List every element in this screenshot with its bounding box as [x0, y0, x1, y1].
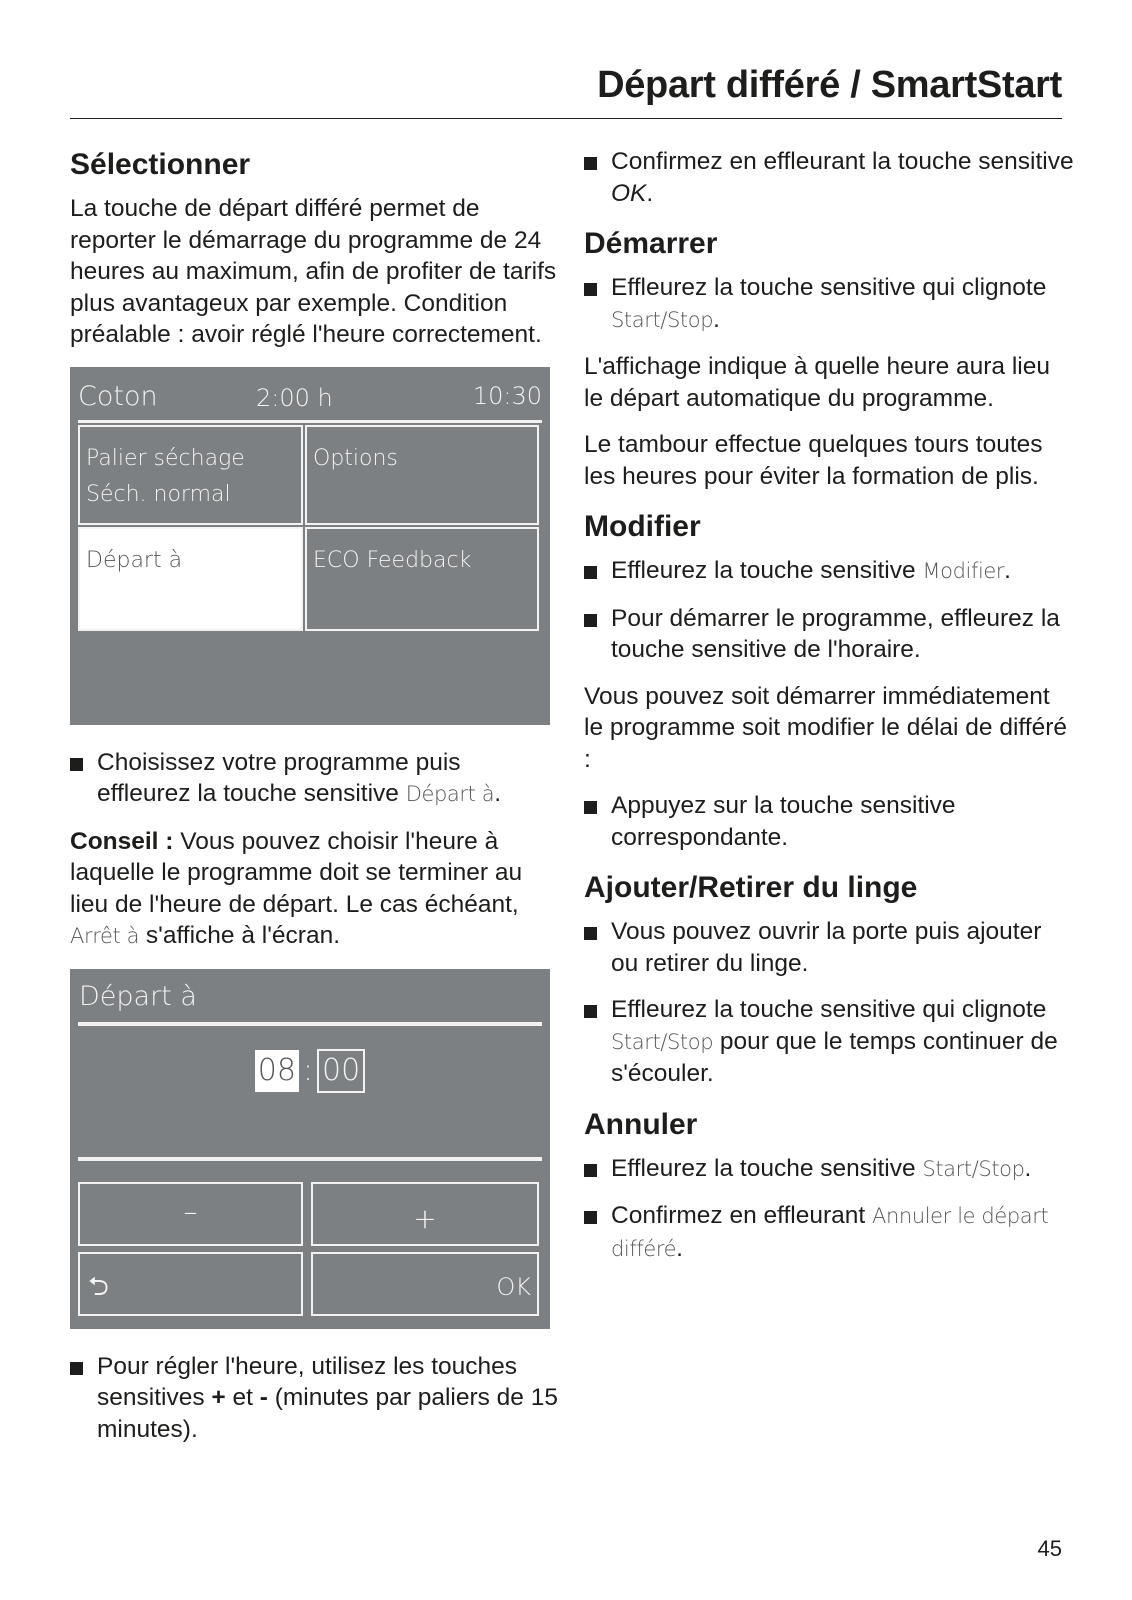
conseil-paragraph: Conseil : Vous pouvez choisir l'heure à laquelle le programme doit se terminer au lieu de l'heure de départ. Le cas échéant, Arrêt à s'affiche à l'écran.: [70, 827, 523, 949]
bullet-ouvrir-porte: Vous pouvez ouvrir la porte puis ajouter ou retirer du linge.: [584, 916, 1074, 979]
intro-paragraph: La touche de départ différé permet de reporter le démarrage du programme de 24 heures au maximum, afin de profiter de tarifs plus avantageux par exemple. Condition préalable : avoir réglé l'heure correctement.: [70, 195, 557, 348]
screen-header: [78, 375, 542, 419]
bullet-choisissez: Choisissez votre programme puis effleurez la touche sensitive Départ à.: [70, 747, 560, 811]
display-term: Arrêt à: [70, 924, 140, 948]
bullet-regler-heure: Pour régler l'heure, utilisez les touches sensitives + et - (minutes par paliers de 15 minutes).: [70, 1351, 560, 1446]
heading-annuler: Annuler: [584, 1107, 698, 1141]
tile-label: Palier séchage: [86, 445, 245, 471]
tile-eco-feedback[interactable]: [305, 527, 539, 631]
demarrer-paragraph-1: L'affichage indique à quelle heure aura lieu le départ automatique du programme.: [584, 353, 1051, 412]
tile-options[interactable]: [305, 425, 539, 525]
left-column: [70, 145, 560, 1460]
tile-label: ECO Feedback: [313, 547, 472, 573]
bullet-start-stop-continue: Effleurez la touche sensitive qui clignote Start/Stop pour que le temps continuer de s'écouler.: [584, 994, 1074, 1090]
page-number: 45: [1037, 1536, 1062, 1561]
bullet-annuler-start-stop: Effleurez la touche sensitive Start/Stop.: [584, 1153, 1074, 1186]
page-title: Départ différé / SmartStart: [597, 64, 1062, 106]
tile-value: Séch. normal: [86, 481, 231, 507]
program-name: Coton: [78, 380, 158, 412]
minus-button[interactable]: –: [78, 1182, 303, 1246]
screen-title: Départ à: [79, 980, 197, 1012]
modifier-paragraph: Vous pouvez soit démarrer immédiatement le programme soit modifier le délai de différé :: [584, 682, 1067, 773]
program-duration: 2:00 h: [256, 383, 333, 412]
display-term: Modifier: [922, 559, 1005, 583]
title-rule: [70, 118, 1062, 119]
screen-divider: [78, 1157, 542, 1161]
tile-palier-sechage[interactable]: [78, 425, 303, 525]
display-term: Start/Stop: [611, 1029, 714, 1054]
bullet-confirmez-ok: Confirmez en effleurant la touche sensitive OK.: [584, 146, 1074, 209]
back-button[interactable]: [78, 1252, 303, 1316]
heading-modifier: Modifier: [584, 510, 701, 543]
back-arrow-icon: ⮌: [88, 1271, 109, 1302]
display-screen-depart: [70, 969, 550, 1329]
tile-label: Départ à: [86, 547, 183, 573]
tile-label: Options: [313, 445, 398, 471]
display-term: Départ à: [405, 782, 495, 806]
display-term: Start/Stop: [922, 1156, 1025, 1181]
heading-ajouter-retirer: Ajouter/Retirer du linge: [584, 871, 918, 904]
ok-button[interactable]: OK: [311, 1252, 539, 1316]
display-term: Annuler le départ différé: [611, 1204, 1049, 1261]
demarrer-paragraph-2: Le tambour effectue quelques tours toutes les heures pour éviter la formation de plis.: [584, 431, 1043, 490]
time-setting: [70, 1049, 550, 1093]
display-screen-program: [70, 367, 550, 725]
bullet-demarrer: Effleurez la touche sensitive qui clignote Start/Stop.: [584, 272, 1074, 336]
screen-divider: [78, 420, 542, 423]
heading-demarrer: Démarrer: [584, 227, 718, 260]
tile-depart-a[interactable]: [78, 527, 303, 631]
minutes-field[interactable]: 00: [317, 1049, 365, 1093]
heading-selectionner: Sélectionner: [70, 148, 251, 181]
conseil-label: Conseil :: [70, 827, 174, 855]
hours-field[interactable]: 08: [255, 1050, 299, 1092]
plus-button[interactable]: +: [311, 1182, 539, 1246]
clock-time: 10:30: [472, 381, 542, 410]
screen-divider: [78, 1022, 542, 1026]
bullet-demarrer-programme: Pour démarrer le programme, effleurez la touche sensitive de l'horaire.: [584, 603, 1074, 666]
bullet-modifier: Effleurez la touche sensitive Modifier.: [584, 555, 1074, 588]
time-colon: :: [302, 1052, 314, 1088]
bullet-confirmez-annuler: Confirmez en effleurant Annuler le départ différé.: [584, 1200, 1074, 1265]
display-term: Start/Stop: [611, 307, 714, 332]
bullet-appuyez: Appuyez sur la touche sensitive correspondante.: [584, 790, 1074, 853]
right-column: [584, 146, 1074, 1280]
